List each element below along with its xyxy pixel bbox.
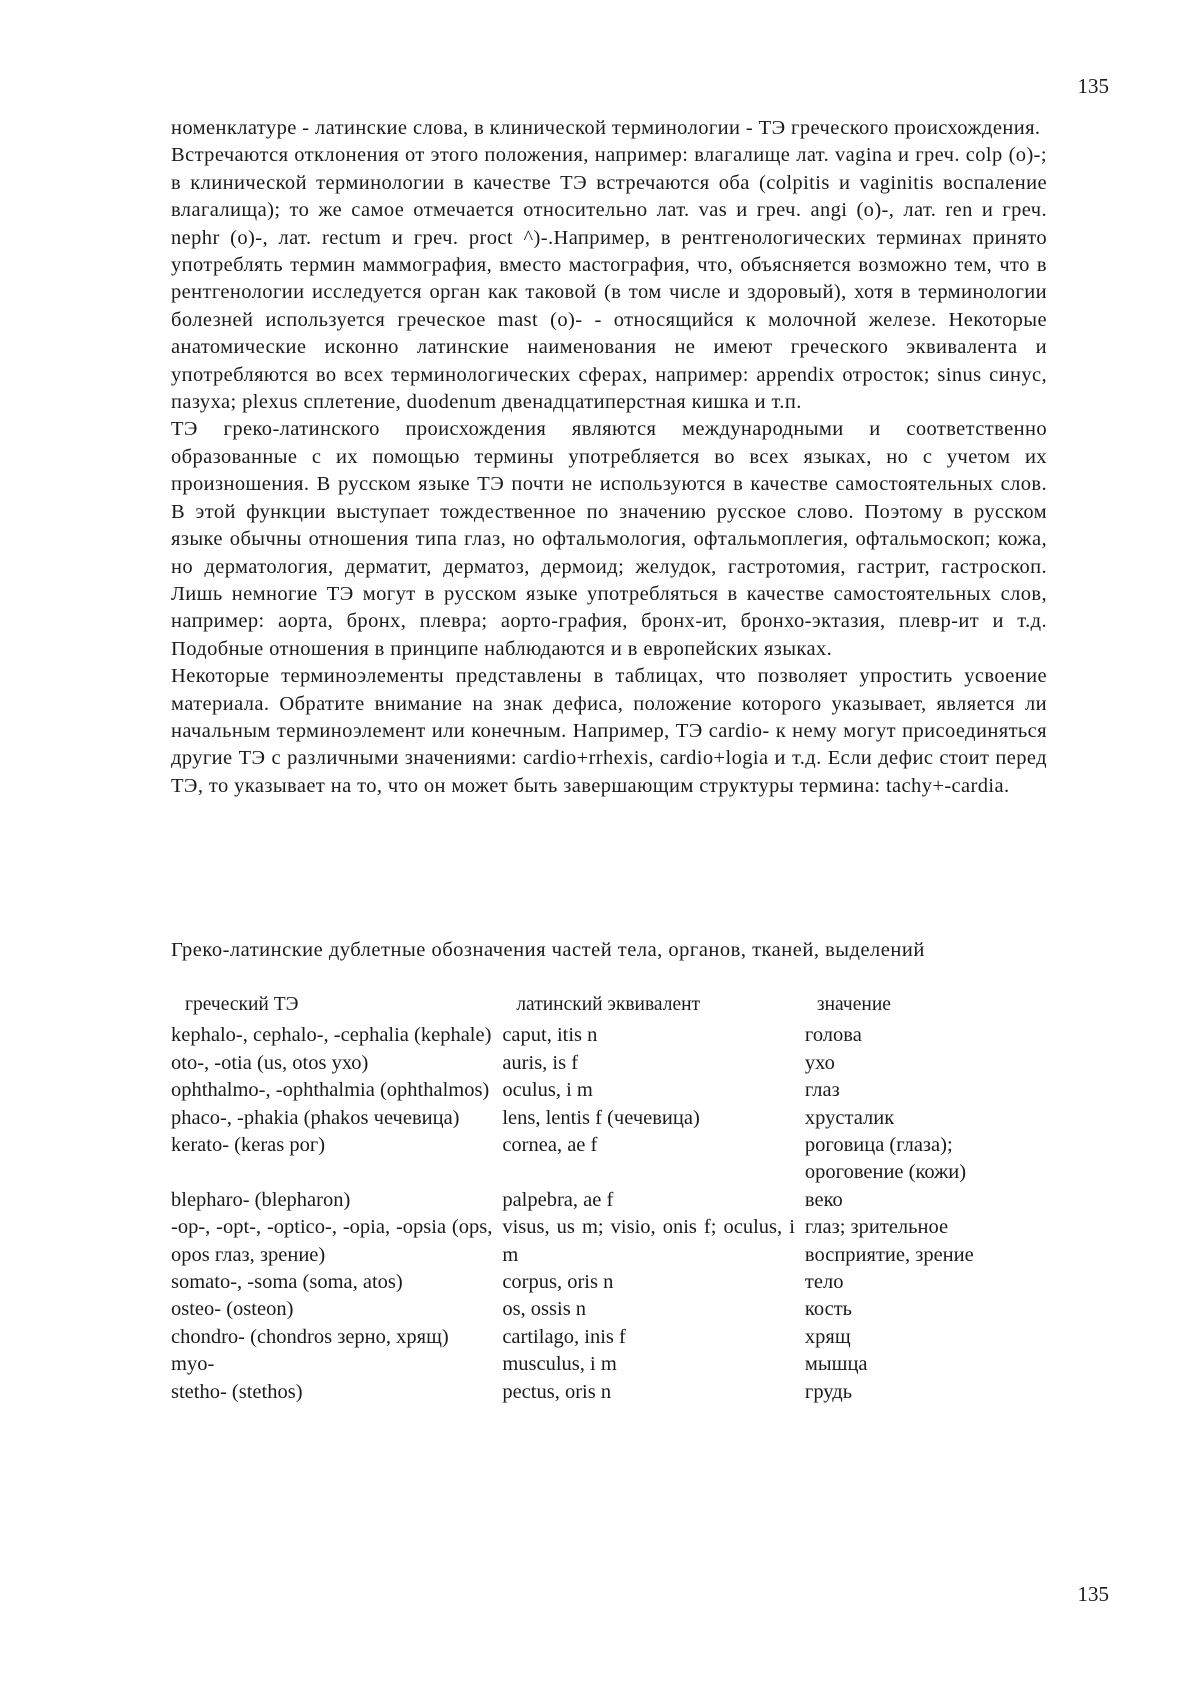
cell-latin: palpebra, ae f — [502, 1188, 614, 1211]
cell-meaning: хрящ — [804, 1325, 851, 1348]
table-row — [171, 1351, 1011, 1378]
cell-latin: pectus, oris n — [502, 1380, 612, 1403]
cell-latin: oculus, i m — [502, 1079, 593, 1102]
cell-meaning: глаз; зрительное восприятие, зрение — [804, 1216, 974, 1266]
cell-greek: -op-, -opt-, -optico-, -opia, -opsia (ops, opos глаз, зрение) — [171, 1216, 493, 1266]
cell-meaning: мышца — [804, 1353, 868, 1376]
cell-greek: ophthalmo-, -ophthalmia (ophthalmos) — [171, 1079, 490, 1102]
table-row — [171, 1022, 1011, 1049]
cell-greek: osteo- (osteon) — [171, 1298, 294, 1321]
cell-meaning: кость — [804, 1298, 853, 1321]
cell-latin: visus, us m; visio, onis f; oculus, i m — [502, 1216, 795, 1266]
cell-meaning: веко — [804, 1188, 843, 1211]
paragraph: Встречаются отклонения от этого положения, например: влагалище лат. vagina и греч. colp (o)-; в клинической терминологии в качестве ТЭ встречаются оба (colpitis и vaginitis воспаление влагалища); то же самое отмечается относительно лат. vas и греч. angi (o)-, лат. ren и греч. nephr (o)-, лат. rectum и греч. proct ^)-.Например, в рентгенологических терминах принято употреблять термин маммография, вместо мастография, что, объясняется возможно тем, что в рентгенологии исследуется орган как таковой (в том числе и здоровый), хотя в терминологии болезней используется греческое mast (o)- - относящийся к молочной железе. Некоторые анатомические исконно латинские наименования не имеют греческого эквивалента и употребляются во всех терминологических сферах, например: appendix отросток; sinus синус, пазуха; plexus сплетение, duodenum двенадцатиперстная кишка и т.п. — [171, 144, 1047, 414]
table-row — [171, 1379, 1011, 1406]
cell-meaning: хрусталик — [804, 1106, 895, 1129]
header-greek: греческий ТЭ — [185, 994, 299, 1015]
page-number-bottom: 135 — [1077, 1582, 1109, 1606]
cell-greek: chondro- (chondros зерно, хрящ) — [171, 1325, 449, 1348]
table-row — [171, 1132, 1011, 1187]
body-text — [171, 115, 1047, 800]
cell-latin: auris, is f — [502, 1051, 579, 1074]
table-row — [171, 1077, 1011, 1104]
cell-meaning: грудь — [804, 1380, 853, 1403]
cell-meaning: глаз — [804, 1079, 840, 1102]
cell-meaning: тело — [804, 1271, 844, 1294]
cell-meaning: роговица (глаза); ороговение (кожи) — [804, 1134, 967, 1184]
cell-greek: kephalo-, cephalo-, -cephalia (kephale) — [171, 1024, 492, 1047]
cell-latin: caput, itis n — [502, 1024, 598, 1047]
cell-latin: corpus, oris n — [502, 1271, 614, 1294]
cell-latin: cornea, ae f — [502, 1134, 598, 1157]
header-meaning: значение — [816, 994, 891, 1015]
table-row — [171, 1105, 1011, 1132]
cell-latin: musculus, i m — [502, 1353, 617, 1376]
table-caption: Греко-латинские дублетные обозначения частей тела, органов, тканей, выделений — [171, 939, 925, 961]
cell-greek: stetho- (stethos) — [171, 1380, 303, 1403]
cell-latin: os, ossis n — [502, 1298, 587, 1321]
table-row — [171, 1269, 1011, 1296]
table-header-row — [171, 991, 1011, 1022]
paragraph: Некоторые терминоэлементы представлены в таблицах, что позволяет упростить усвоение материала. Обратите внимание на знак дефиса, положение которого указывает, является ли начальным терминоэлемент или конечным. Например, ТЭ cardio- к нему могут присоединяться другие ТЭ с различными значениями: cardio+rrhexis, cardio+logia и т.д. Если дефис стоит перед ТЭ, то указывает на то, что он может быть завершающим структуры термина: tachy+-cardia. — [171, 665, 1047, 797]
cell-greek: somato-, -soma (soma, atos) — [171, 1271, 403, 1294]
doublet-table — [171, 991, 1011, 1406]
cell-latin: cartilago, inis f — [502, 1325, 626, 1348]
table-row — [171, 1296, 1011, 1323]
table-row — [171, 1324, 1011, 1351]
table-row — [171, 1187, 1011, 1214]
cell-greek: phaco-, -phakia (phakos чечевица) — [171, 1106, 460, 1129]
cell-meaning: ухо — [804, 1051, 835, 1074]
cell-latin: lens, lentis f (чечевица) — [502, 1106, 700, 1129]
cell-greek: kerato- (keras рог) — [171, 1134, 326, 1157]
cell-meaning: голова — [804, 1024, 862, 1047]
cell-greek: oto-, -otia (us, otos ухо) — [171, 1051, 369, 1074]
paragraph: номенклатуре - латинские слова, в клинической терминологии - ТЭ греческого происхождения. — [171, 117, 1041, 139]
table-row — [171, 1050, 1011, 1077]
cell-greek: blepharo- (blepharon) — [171, 1188, 351, 1211]
header-latin: латинский эквивалент — [516, 994, 701, 1015]
cell-greek: myo- — [171, 1353, 215, 1376]
page-number-top: 135 — [1077, 74, 1109, 98]
paragraph: ТЭ греко-латинского происхождения являются международными и соответственно образованные с их помощью термины употребляется во всех языках, но с учетом их произношения. В русском языке ТЭ почти не используются в качестве самостоятельных слов. В этой функции выступает тождественное по значению русское слово. Поэтому в русском языке обычны отношения типа глаз, но офтальмология, офтальмоплегия, офтальмоскоп; кожа, но дерматология, дерматит, дерматоз, дермоид; желудок, гастротомия, гастрит, гастроскоп. Лишь немногие ТЭ могут в русском языке употребляться в качестве самостоятельных слов, например: аорта, бронх, плевра; аорто-графия, бронх-ит, бронхо-эктазия, плевр-ит и т.д. Подобные отношения в принципе наблюдаются и в европейских языках. — [171, 418, 1047, 660]
table-row — [171, 1214, 1011, 1269]
